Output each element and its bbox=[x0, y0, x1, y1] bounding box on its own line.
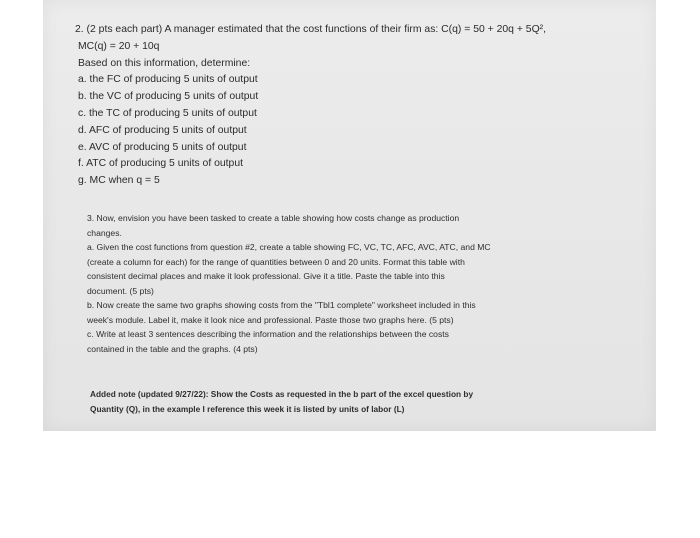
question-3-line: document. (5 pts) bbox=[87, 285, 154, 296]
question-2-item-f: f. ATC of producing 5 units of output bbox=[78, 158, 244, 170]
question-2-item-c: c. the TC of producing 5 units of output bbox=[78, 107, 257, 119]
added-note-line: Added note (updated 9/27/22): Show the Costs as requested in the b part of the excel question by bbox=[90, 389, 474, 399]
added-note-line: Quantity (Q), in the example I reference this week it is listed by units of labor (L) bbox=[90, 403, 405, 414]
added-note bbox=[90, 387, 590, 416]
question-2-intro: Based on this information, determine: bbox=[78, 57, 251, 69]
question-2-item-a: a. the FC of producing 5 units of output bbox=[78, 74, 258, 86]
question-3-part-c: c. Write at least 3 sentences describing the information and the relationships between the costs bbox=[87, 329, 449, 339]
question-3-line: consistent decimal places and make it look professional. Give it a title. Paste the table into this bbox=[87, 271, 445, 281]
question-2 bbox=[75, 22, 635, 190]
question-2-header: 2. (2 pts each part) A manager estimated that the cost functions of their firm as: C(q) = 50 + 20q + 5Q², bbox=[75, 24, 546, 35]
question-3-line: (create a column for each) for the range of quantities between 0 and 20 units. Format this table with bbox=[87, 256, 465, 267]
question-2-item-b: b. the VC of producing 5 units of output bbox=[78, 91, 259, 103]
question-3 bbox=[87, 211, 587, 356]
question-2-mc-function: MC(q) = 20 + 10q bbox=[78, 40, 160, 52]
question-3-line: 3. Now, envision you have been tasked to create a table showing how costs change as production bbox=[87, 213, 460, 223]
question-3-line: contained in the table and the graphs. (4 pts) bbox=[87, 343, 258, 354]
question-3-line: changes. bbox=[87, 227, 122, 238]
question-2-item-e: e. AVC of producing 5 units of output bbox=[78, 141, 247, 153]
question-3-part-b: b. Now create the same two graphs showing costs from the "Tbl1 complete" worksheet included in this bbox=[87, 300, 476, 310]
question-3-line: week's module. Label it, make it look nice and professional. Paste those two graphs here. (5 pts) bbox=[87, 314, 454, 325]
question-2-item-g: g. MC when q = 5 bbox=[78, 175, 160, 187]
question-2-item-d: d. AFC of producing 5 units of output bbox=[78, 124, 247, 136]
question-3-part-a: a. Given the cost functions from question #2, create a table showing FC, VC, TC, AFC, AVC, ATC, and MC bbox=[87, 242, 491, 252]
